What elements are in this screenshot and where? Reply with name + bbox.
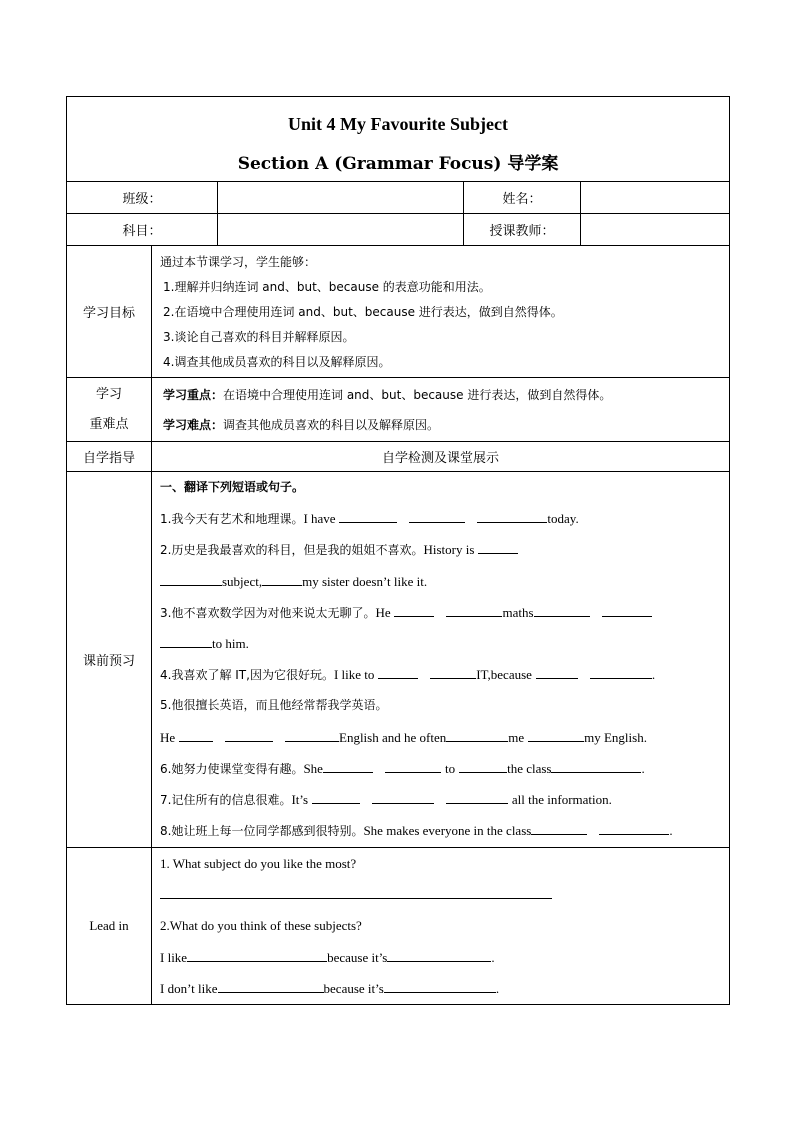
answer-blank[interactable] — [384, 980, 496, 993]
answer-blank[interactable] — [160, 573, 222, 586]
question-3-cont: to him. — [160, 628, 729, 659]
goals-intro: 通过本节课学习，学生能够： — [160, 255, 317, 269]
question-3: 3.他不喜欢数学因为对他来说太无聊了。He maths — [160, 597, 729, 628]
answer-blank[interactable] — [285, 729, 339, 742]
class-field[interactable] — [218, 182, 464, 214]
answer-blank[interactable] — [262, 573, 302, 586]
title-cell — [67, 97, 730, 182]
goals-content — [152, 246, 730, 378]
answer-blank[interactable] — [387, 949, 491, 962]
answer-blank[interactable] — [409, 510, 465, 523]
answer-blank[interactable] — [430, 666, 476, 679]
answer-blank[interactable] — [536, 666, 578, 679]
answer-blank[interactable] — [551, 760, 641, 773]
goals-label: 学习目标 — [67, 246, 152, 378]
goal-item: 1.理解并归纳连词 and、but、because 的表意功能和用法。 — [163, 280, 491, 294]
question-1: 1.我今天有艺术和地理课。I have today. — [160, 511, 579, 527]
answer-blank[interactable] — [394, 604, 434, 617]
preview-heading: 一、翻译下列短语或句子。 — [160, 480, 305, 494]
worksheet-table — [66, 96, 730, 1005]
name-field[interactable] — [581, 182, 730, 214]
answer-blank[interactable] — [323, 760, 373, 773]
answer-blank[interactable] — [160, 886, 552, 899]
answer-blank[interactable] — [528, 729, 584, 742]
guide-label: 自学指导 — [67, 442, 152, 472]
teacher-label: 授课教师： — [464, 214, 581, 246]
goal-item: 2.在语境中合理使用连词 and、but、because 进行表达，做到自然得体。 — [163, 305, 563, 319]
class-label: 班级： — [67, 182, 218, 214]
answer-blank[interactable] — [378, 666, 418, 679]
answer-blank[interactable] — [385, 760, 441, 773]
answer-blank[interactable] — [372, 791, 434, 804]
section-title: Section A (Grammar Focus) 导学案 — [237, 154, 559, 174]
answer-blank[interactable] — [339, 510, 397, 523]
leadin-answer-line — [160, 879, 729, 910]
answer-blank[interactable] — [187, 949, 327, 962]
leadin-dislike-line: I don’t like because it’s . — [160, 980, 500, 996]
keypoints-content — [152, 378, 730, 442]
goal-item: 4.调查其他成员喜欢的科目以及解释原因。 — [163, 355, 391, 369]
answer-blank[interactable] — [160, 635, 212, 648]
answer-blank[interactable] — [534, 604, 590, 617]
leadin-label: Lead in — [67, 848, 152, 1005]
unit-title: Unit 4 My Favourite Subject — [288, 114, 509, 134]
subject-label: 科目： — [67, 214, 218, 246]
question-4: 4.我喜欢了解 IT,因为它很好玩。I like to IT,because . — [160, 667, 656, 683]
keypoints-label — [67, 378, 152, 442]
subject-field[interactable] — [218, 214, 464, 246]
question-8: 8.她让班上每一位同学都感到很特别。She makes everyone in the class . — [160, 823, 673, 839]
question-5: 5.他很擅长英语，而且他经常帮我学英语。 — [160, 698, 388, 713]
answer-blank[interactable] — [446, 604, 502, 617]
leadin-like-line: I like because it’s . — [160, 949, 495, 965]
answer-blank[interactable] — [218, 980, 324, 993]
name-label: 姓名： — [464, 182, 581, 214]
preview-label: 课前预习 — [67, 472, 152, 848]
leadin-question-1: 1. What subject do you like the most? — [160, 856, 357, 871]
question-2-cont: subject, my sister doesn’t like it. — [160, 566, 729, 597]
question-5-cont: He English and he often me my English. — [160, 729, 647, 745]
difficulty-title: 学习难点： — [163, 417, 224, 432]
guide-header: 自学检测及课堂展示 — [152, 442, 730, 472]
answer-blank[interactable] — [602, 604, 652, 617]
answer-blank[interactable] — [446, 729, 508, 742]
answer-blank[interactable] — [599, 822, 669, 835]
key-title: 学习重点： — [163, 387, 224, 402]
answer-blank[interactable] — [225, 729, 273, 742]
preview-content — [152, 472, 730, 848]
keypoints-label-line1: 学习 — [95, 386, 122, 402]
keypoints-label-line2: 重难点 — [89, 416, 129, 432]
answer-blank[interactable] — [531, 822, 587, 835]
answer-blank[interactable] — [179, 729, 213, 742]
answer-blank[interactable] — [446, 791, 508, 804]
difficulty-text: 调查其他成员喜欢的科目以及解释原因。 — [223, 417, 440, 432]
question-2: 2.历史是我最喜欢的科目，但是我的姐姐不喜欢。History is — [160, 534, 729, 565]
answer-blank[interactable] — [478, 541, 518, 554]
answer-blank[interactable] — [312, 791, 360, 804]
leadin-question-2: 2.What do you think of these subjects? — [160, 918, 362, 934]
answer-blank[interactable] — [459, 760, 507, 773]
key-text: 在语境中合理使用连词 and、but、because 进行表达，做到自然得体。 — [223, 387, 612, 402]
goal-item: 3.谈论自己喜欢的科目并解释原因。 — [163, 330, 355, 344]
leadin-content — [152, 848, 730, 1005]
question-6: 6.她努力使课堂变得有趣。She to the class . — [160, 760, 645, 776]
answer-blank[interactable] — [477, 510, 547, 523]
answer-blank[interactable] — [590, 666, 652, 679]
teacher-field[interactable] — [581, 214, 730, 246]
question-7: 7.记住所有的信息很难。It’s all the information. — [160, 791, 612, 807]
